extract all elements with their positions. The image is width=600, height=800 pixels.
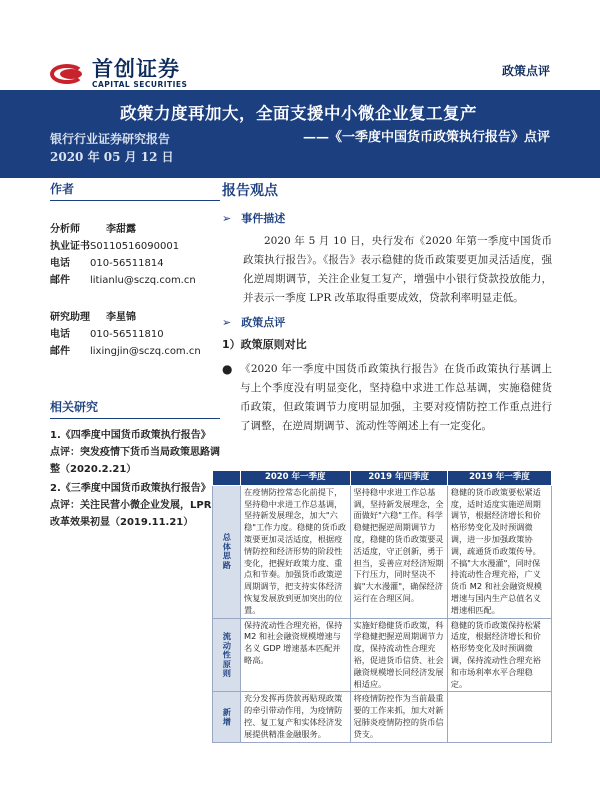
report-title: 政策力度再加大，全面支援中小微企业复工复产 (120, 104, 477, 123)
table-cell: 保持流动性合理充裕，保持 M2 和社会融资规模增速与名义 GDP 增速基本匹配并略高。 (241, 618, 351, 692)
report-subtitle: ——《一季度中国货币政策执行报告》点评 (302, 130, 550, 145)
capital-securities-logo-icon (50, 62, 86, 86)
right-column (222, 180, 552, 436)
author-heading: 作者 (50, 180, 220, 201)
policy-compare-heading: 1）政策原则对比 (222, 338, 307, 351)
comment-heading: ➢ 政策点评 (222, 315, 286, 329)
phone2-row: 电话 010-56511810 (50, 329, 164, 340)
arrow-right-icon: ➢ (222, 211, 232, 225)
logo-cn: 首创证券 (92, 57, 180, 81)
table-cell (447, 692, 551, 742)
license-row: 执业证书 S0110516090001 (50, 241, 180, 252)
policy-bullet: ● 《2020 年一季度中国货币政策执行报告》在货币政策执行基调上与上个季度没有明显变化，坚持稳中求进工作总基调，实施稳健货币政策，但政策调节力度明显加强，主要对疫情防控工作重点进行了调整，在逆周期调节、流动性等阐述上有一定变化。 (222, 360, 552, 436)
table-row (213, 618, 552, 692)
phone-row: 电话 010-56511814 (50, 258, 164, 269)
email-row: 邮件 litianlu@sczq.com.cn (50, 275, 196, 286)
title-band (0, 90, 600, 178)
related-list (50, 427, 220, 531)
row-label: 流动性原则 (213, 618, 241, 692)
table-cell: 在疫情防控常态化前提下，坚持稳中求进工作总基调，坚持新发展理念，加大"六稳"工作力度。稳健的货币政策要更加灵活适度，根据疫情防控和经济形势的阶段性变化，把握好政策力度、重点和节奏。加强货币政策逆周期调节，把支持实体经济恢复发展放到更加突出的位置。 (241, 485, 351, 618)
table-cell: 坚持稳中求进工作总基调，坚持新发展理念，全面做好"六稳"工作。科学稳健把握逆周期调节力度，稳健的货币政策要灵活适度，守正创新，勇于担当，妥善应对经济短期下行压力，同时坚决不搞"大水漫灌"，确保经济运行在合理区间。 (350, 485, 447, 618)
table-header-cell (213, 471, 241, 486)
table-row (213, 692, 552, 742)
arrow-right-icon: ➢ (222, 315, 232, 329)
event-paragraph: 2020 年 5 月 10 日，央行发布《2020 年第一季度中国货币政策执行报告》。《报告》表示稳健的货币政策要更加灵活适度，强化逆周期调节，关注企业复工复产，增强中小银行贷款投放能力，并表示一季度 LPR 改革取得重要成效，贷款利率明显走低。 (243, 235, 552, 304)
report-type: 银行行业证券研究报告 (50, 132, 171, 146)
report-view-heading: 报告观点 (222, 183, 278, 199)
related-item[interactable]: 2.《三季度中国货币政策执行报告》点评：关注民营小微企业发展，LPR 改革效果初显（2019.11.21） (50, 483, 212, 528)
row-label: 总体思路 (213, 485, 241, 618)
table-header-cell: 2019 年四季度 (350, 471, 447, 486)
table-cell: 稳健的货币政策保持松紧适度，根据经济增长和价格形势变化及时预调微调，保持流动性合理充裕和市场利率水平合理稳定。 (447, 618, 551, 692)
report-date: 2020 年 05 月 12 日 (50, 150, 174, 164)
logo (50, 58, 187, 89)
row-label: 新增 (213, 692, 241, 742)
left-column (50, 180, 220, 533)
table-cell: 将疫情防控作为当前最重要的工作来抓，加大对新冠肺炎疫情防控的货币信贷支。 (350, 692, 447, 742)
table-header-row (213, 471, 552, 486)
event-heading: ➢ 事件描述 (222, 211, 286, 225)
table-row (213, 485, 552, 618)
table-cell: 充分发挥再贷款再贴现政策的牵引带动作用，为疫情防控、复工复产和实体经济发展提供精准金融服务。 (241, 692, 351, 742)
bullet-icon: ● (222, 362, 233, 376)
related-heading: 相关研究 (50, 398, 220, 419)
table-cell: 实施好稳健货币政策，科学稳健把握逆周期调节力度，保持流动性合理充裕，促进货币信贷、社会融资规模增长同经济发展相适应。 (350, 618, 447, 692)
table-header-cell: 2019 年一季度 (447, 471, 551, 486)
email2-row: 邮件 lixingjin@sczq.com.cn (50, 346, 201, 357)
logo-en: CAPITAL SECURITIES (92, 80, 188, 89)
assistant-row: 研究助理 李星锦 (50, 312, 136, 323)
table-header-cell: 2020 年一季度 (241, 471, 351, 486)
table-cell: 稳健的货币政策要松紧适度，适时适度实施逆周期调节，根据经济增长和价格形势变化及时预调微调，进一步加强政策协调，疏通货币政策传导。不搞"大水漫灌"，同时保持流动性合理充裕，广义货币 M2 和社会融资规模增速与国内生产总值名义增速相匹配。 (447, 485, 551, 618)
related-item[interactable]: 1.《四季度中国货币政策执行报告》点评：突发疫情下货币当局政策思路调整（2020.2.21） (50, 430, 220, 475)
report-tag: 政策点评 (501, 64, 550, 78)
policy-comparison-table (212, 470, 552, 743)
analyst-row: 分析师 李甜露 (50, 224, 136, 235)
